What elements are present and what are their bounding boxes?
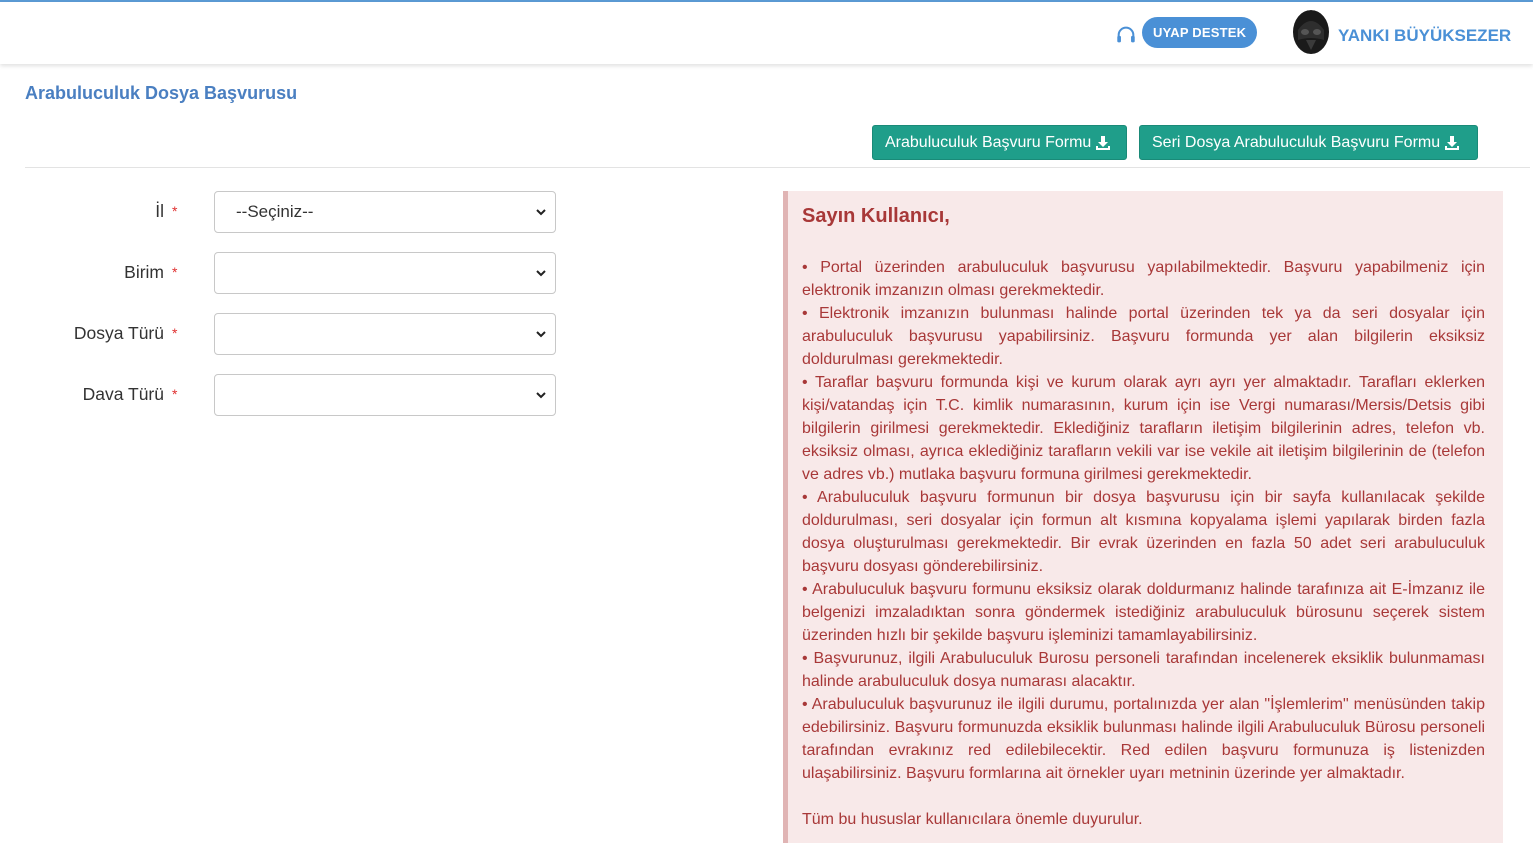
download-icon [1095,135,1111,151]
required-mark: * [172,203,178,219]
section-divider [25,167,1530,168]
download-icon [1444,135,1460,151]
serial-form-download-label: Seri Dosya Arabuluculuk Başvuru Formu [1152,133,1441,151]
notice-item: • Elektronik imzanızın bulunması halinde portal üzerinden tek ya da seri dosyalar için arabuluculuk başvurusu yapabilirsiniz. Başvuru formunda yer alan bilgilerin eksiksiz doldurulması gerekmektedir. [802,305,1485,368]
dosya-turu-label: Dosya Türü [73,323,164,343]
dava-turu-select[interactable] [214,374,556,416]
form-row-il [0,191,560,233]
page-title: Arabuluculuk Dosya Başvurusu [25,83,298,103]
chevron-down-icon [535,328,547,340]
chevron-down-icon [535,206,547,218]
notice-item: • Arabuluculuk başvuru formunun bir dosya başvurusu için bir sayfa kullanılacak şekilde doldurulması, seri dosyalar için formun alt kısmına kopyalama işlemi yapılarak birden fazla dosya oluşturulması gerekmektedir. Bir evrak üzerinden en fazla 50 adet seri arabuluculuk başvuru dosyası gönderebilirsiniz. [802,489,1485,575]
user-name[interactable]: YANKI BÜYÜKSEZER [1338,26,1512,45]
birim-select[interactable] [214,252,556,294]
required-mark: * [172,264,178,280]
form-row-birim [0,252,560,294]
headset-icon[interactable] [1115,24,1137,46]
main-content [0,64,1533,868]
user-avatar[interactable] [1292,10,1330,55]
notice-item: • Arabuluculuk başvurunuz ile ilgili durumu, portalınızda yer alan "İşlemlerim" menüsünden takip edebilirsiniz. Başvuru formunuzda eksiklik bulunması halinde ilgili Arabuluculuk Bürosu personeli tarafından evrakınız red edilebilecektir. Red edilen başvuru formunuza iş listenizden ulaşabilirsiniz. Başvuru formlarına ait örnekler uyarı metninin üzerinde yer almaktadır. [802,696,1485,782]
form-row-dosya-turu [0,313,560,355]
application-form-download-label: Arabuluculuk Başvuru Formu [885,133,1092,151]
serial-form-download-button[interactable] [1139,125,1478,160]
user-notice-panel [783,191,1503,843]
dava-turu-label: Dava Türü [82,384,164,404]
avatar-helmet-icon [1292,10,1330,55]
form-row-dava-turu [0,374,560,416]
required-mark: * [172,386,178,402]
chevron-down-icon [535,267,547,279]
notice-title: Sayın Kullanıcı, [802,205,950,227]
chevron-down-icon [535,389,547,401]
il-label: İl [155,201,164,221]
notice-footer: Tüm bu hususlar kullanıcılara önemle duyurulur. [802,811,1143,828]
dosya-turu-select[interactable] [214,313,556,355]
required-mark: * [172,325,178,341]
uyap-support-button[interactable]: UYAP DESTEK [1142,17,1257,48]
notice-item: • Başvurunuz, ilgili Arabuluculuk Burosu personeli tarafından incelenerek eksiklik bulunmaması halinde arabuluculuk dosya numarası alacaktır. [802,650,1485,690]
notice-item: • Arabuluculuk başvuru formunu eksiksiz olarak doldurmanız halinde tarafınıza ait E-İmzanız ile belgenizi imzaladıktan sonra göndermek istediğiniz arabuluculuk bürosunu seçerek sistem üzerinden hızlı bir şekilde başvuru işleminizi tamamlayabilirsiniz. [802,581,1485,644]
il-select[interactable] [214,191,556,233]
application-form-download-button[interactable] [872,125,1127,160]
notice-item: • Portal üzerinden arabuluculuk başvurusu yapılabilmektedir. Başvuru yapabilmeniz için elektronik imzanızın olması gerekmektedir. [802,259,1485,299]
il-select-value: --Seçiniz-- [236,202,314,221]
birim-label: Birim [124,262,164,282]
notice-item: • Taraflar başvuru formunda kişi ve kurum olarak ayrı ayrı yer almaktadır. Tarafları eklerken kişi/vatandaş için T.C. kimlik numarasının, kurum için ise Vergi numarası/Mersis/Detsis gibi bilgilerin girilmesi gerekmektedir. Eklediğiniz tarafların iletişim bilgilerinin adres, telefon vb. eksiksiz olması, ayrıca eklediğiniz tarafların vekili var ise vekile ait iletişim bilgilerinin de (telefon ve adres vb.) mutlaka başvuru formuna girilmesi gerekmektedir. [802,374,1485,483]
top-header [0,2,1533,64]
